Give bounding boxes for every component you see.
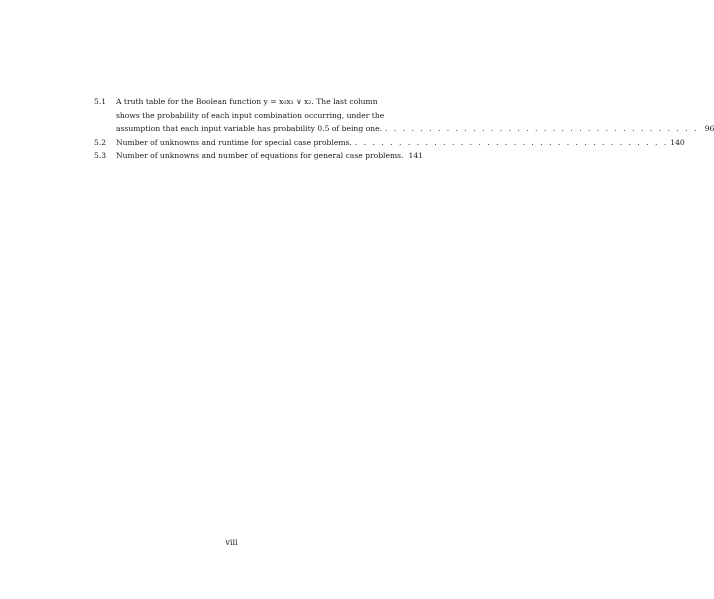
entry-number: 5.1 [94, 97, 107, 106]
entry-number: 5.3 [94, 151, 107, 160]
entry-line: shows the probability of each input combination occurring, under the [116, 110, 385, 120]
entry-page: 96 [704, 124, 714, 133]
dot-leader: . . . . . . . . . . . . . . . . . . . . . . . . . . . . . . . . . . . . [384, 124, 699, 133]
entry-body [116, 136, 685, 150]
page-number: viii [225, 538, 238, 547]
entry-last-line [116, 122, 714, 136]
lot-entry-5-3[interactable] [94, 149, 423, 163]
entry-line: A truth table for the Boolean function y = x₀x₁ ∨ x₂. The last column [116, 97, 378, 106]
entry-text: Number of unknowns and runtime for special case problems. [116, 137, 352, 147]
entry-last-line [116, 149, 423, 163]
entry-text: assumption that each input variable has probability 0.5 of being one. [116, 124, 382, 133]
dot-leader: . . . . . . . . . . . . . . . . . . . . . . . . . . . . . . . . . . . . [354, 137, 669, 147]
entry-page: 141 [408, 151, 423, 160]
entry-page: 140 [670, 137, 685, 147]
entry-body [116, 95, 714, 136]
lot-entry-5-2[interactable] [94, 136, 685, 150]
entry-text: Number of unknowns and number of equations for general case problems. [116, 151, 404, 160]
entry-last-line [116, 136, 685, 150]
lot-entry-5-1[interactable] [94, 95, 714, 136]
list-of-tables [94, 95, 714, 163]
entry-body [116, 149, 423, 163]
entry-number: 5.2 [94, 137, 107, 147]
